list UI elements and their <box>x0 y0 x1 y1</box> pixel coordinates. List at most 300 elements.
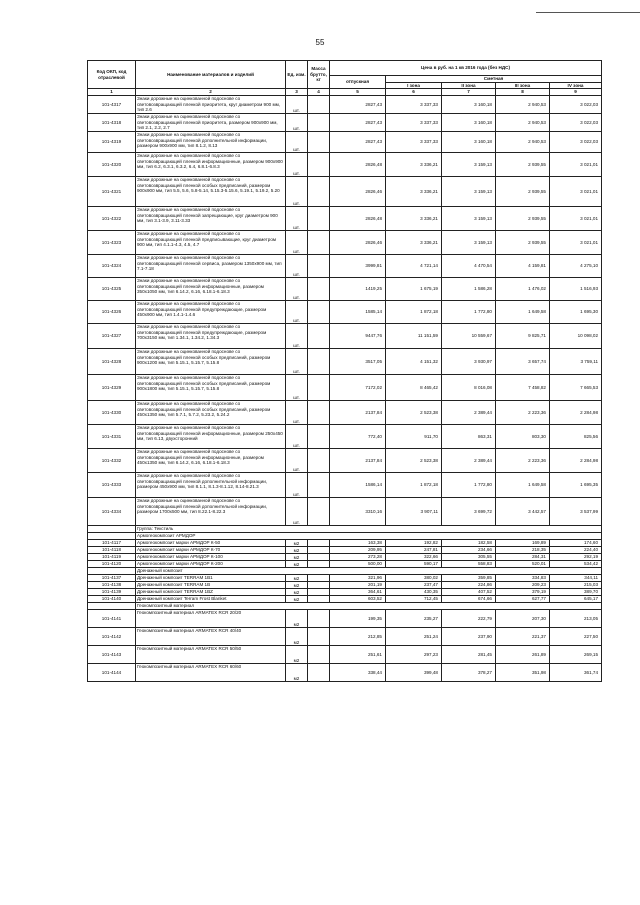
price-cell-p8: 2 939,55 <box>496 207 550 231</box>
table-row <box>88 96 602 114</box>
price-cell-p7: 3 699,72 <box>442 498 496 526</box>
header-code: Код ОКП, код отраслевой <box>88 61 136 89</box>
price-cell-p5: 2827,43 <box>330 96 386 114</box>
price-cell-p6: 3 337,33 <box>386 114 442 132</box>
column-number: 3 <box>286 89 308 96</box>
table-row <box>88 628 602 646</box>
table-row <box>88 575 602 582</box>
price-cell-p6: 712,45 <box>386 596 442 603</box>
price-cell-p9: 174,60 <box>550 540 602 547</box>
mass-cell <box>308 425 330 449</box>
name-cell: Знаки дорожные на оцинкованной подоснове со световозвращающей пленкой дополнительной информации, размером 1700х500 мм, тип 8.22.1-8.22.3 <box>136 498 286 526</box>
price-cell-p5: 603,52 <box>330 596 386 603</box>
code-cell: 101-4319 <box>88 132 136 153</box>
price-cell-p9: 2 284,98 <box>550 449 602 473</box>
price-cell-p7: 2 389,44 <box>442 401 496 425</box>
unit-cell: м2 <box>286 540 308 547</box>
price-cell-p5: 2827,43 <box>330 132 386 153</box>
name-cell: Знаки дорожные на оцинкованной подоснове со световозвращающей пленкой информационные, размером 250х450 мм, тип 6.13, двухсторонний <box>136 425 286 449</box>
price-cell-p5: 7172,02 <box>330 375 386 401</box>
subgroup-heading: Армогеокомпозит АРМДОР <box>136 533 602 540</box>
price-cell-p7: 674,66 <box>442 596 496 603</box>
column-number: 4 <box>308 89 330 96</box>
price-cell-p9: 1 695,35 <box>550 473 602 498</box>
price-cell-p6: 1 872,18 <box>386 473 442 498</box>
mass-cell <box>308 628 330 646</box>
mass-cell <box>308 596 330 603</box>
mass-cell <box>308 547 330 554</box>
price-cell-p6: 322,66 <box>386 554 442 561</box>
subgroup-heading: Дренажный композит <box>136 568 602 575</box>
price-cell-p6: 3 336,21 <box>386 207 442 231</box>
price-cell-p8: 379,19 <box>496 589 550 596</box>
price-cell-p7: 305,55 <box>442 554 496 561</box>
price-cell-p6: 911,70 <box>386 425 442 449</box>
unit-cell: шт. <box>286 498 308 526</box>
unit-cell: м2 <box>286 589 308 596</box>
table-row <box>88 177 602 207</box>
price-cell-p6: 4 151,32 <box>386 349 442 375</box>
price-cell-p8: 2 940,53 <box>496 114 550 132</box>
mass-cell <box>308 278 330 301</box>
unit-cell: шт. <box>286 349 308 375</box>
unit-cell: м2 <box>286 646 308 664</box>
price-cell-p6: 3 337,33 <box>386 96 442 114</box>
unit-cell: шт. <box>286 231 308 255</box>
price-cell-p7: 222,79 <box>442 610 496 628</box>
price-cell-p5: 3310,16 <box>330 498 386 526</box>
code-cell: 101-4140 <box>88 596 136 603</box>
table-row <box>88 401 602 425</box>
code-cell: 101-4333 <box>88 473 136 498</box>
column-numbers-row <box>88 89 602 96</box>
price-cell-p5: 338,44 <box>330 664 386 682</box>
price-cell-p6: 430,35 <box>386 589 442 596</box>
group-row <box>88 526 602 533</box>
top-rule <box>536 12 640 13</box>
unit-cell: м2 <box>286 610 308 628</box>
mass-cell <box>308 349 330 375</box>
code-cell: 101-4141 <box>88 610 136 628</box>
price-cell-p6: 1 872,18 <box>386 301 442 324</box>
price-cell-p5: 2826,48 <box>330 207 386 231</box>
header-unit: Ед. изм. <box>286 61 308 89</box>
price-cell-p9: 361,74 <box>550 664 602 682</box>
price-cell-p7: 3 159,13 <box>442 231 496 255</box>
price-cell-p7: 1 772,80 <box>442 301 496 324</box>
name-cell: Знаки дорожные на оцинкованной подоснове со световозвращающей пленкой сервиса, размером 1350х900 мм, тип 7.1-7.18 <box>136 255 286 278</box>
unit-cell: шт. <box>286 324 308 349</box>
unit-cell: м2 <box>286 575 308 582</box>
mass-cell <box>308 324 330 349</box>
table-row <box>88 540 602 547</box>
mass-cell <box>308 401 330 425</box>
name-cell: Геокомпозитный материал ARMATEX RCR 60/60 <box>136 664 286 682</box>
price-cell-p8: 9 825,71 <box>496 324 550 349</box>
column-number: 8 <box>496 89 550 96</box>
price-cell-p5: 2826,46 <box>330 177 386 207</box>
name-cell: Знаки дорожные на оцинкованной подоснове со световозвращающей пленкой приоритета, круг диаметром 900 мм, тип 2.6 <box>136 96 286 114</box>
price-cell-p9: 645,17 <box>550 596 602 603</box>
price-cell-p9: 269,15 <box>550 646 602 664</box>
header-name: Наименование материалов и изделий <box>136 61 286 89</box>
price-cell-p6: 251,24 <box>386 628 442 646</box>
price-cell-p7: 3 160,18 <box>442 132 496 153</box>
price-cell-p6: 11 151,59 <box>386 324 442 349</box>
empty-cell <box>88 568 136 575</box>
price-cell-p7: 3 160,18 <box>442 114 496 132</box>
unit-cell: шт. <box>286 96 308 114</box>
table-row <box>88 278 602 301</box>
mass-cell <box>308 575 330 582</box>
table-row <box>88 554 602 561</box>
code-cell: 101-4327 <box>88 324 136 349</box>
code-cell: 101-4143 <box>88 646 136 664</box>
price-cell-p5: 2137,84 <box>330 449 386 473</box>
price-cell-p8: 2 940,53 <box>496 132 550 153</box>
price-cell-p8: 207,30 <box>496 610 550 628</box>
name-cell: Дренажный композит Terram Frost Blanket <box>136 596 286 603</box>
header-price-caption: Цена в руб. на 1 кв 2016 года (без НДС) <box>330 61 602 76</box>
price-cell-p5: 500,00 <box>330 561 386 568</box>
code-cell: 101-4317 <box>88 96 136 114</box>
price-cell-p8: 3 657,74 <box>496 349 550 375</box>
empty-cell <box>88 533 136 540</box>
table-row <box>88 589 602 596</box>
price-cell-p9: 3 021,01 <box>550 207 602 231</box>
name-cell: Знаки дорожные на оцинкованной подоснове со световозвращающей пленкой запрещающие, круг диаметром 900 мм, тип 3.1-3.9, 3.11-3.33 <box>136 207 286 231</box>
price-cell-p7: 3 159,13 <box>442 207 496 231</box>
code-cell: 101-4329 <box>88 375 136 401</box>
unit-cell: шт. <box>286 425 308 449</box>
price-cell-p8: 1 649,58 <box>496 473 550 498</box>
price-cell-p9: 224,40 <box>550 547 602 554</box>
code-cell: 101-4322 <box>88 207 136 231</box>
price-cell-p8: 351,98 <box>496 664 550 682</box>
price-cell-p9: 292,19 <box>550 554 602 561</box>
name-cell: Знаки дорожные на оцинкованной подоснове со световозвращающей пленкой приоритета, размером 900х900 мм, тип 2.1, 2.2, 2.7 <box>136 114 286 132</box>
price-table <box>87 60 602 682</box>
table-row <box>88 664 602 682</box>
code-cell: 101-4117 <box>88 540 136 547</box>
unit-cell: шт. <box>286 449 308 473</box>
price-cell-p9: 3 021,01 <box>550 153 602 177</box>
name-cell: Знаки дорожные на оцинкованной подоснове со световозвращающей пленкой особых предписаний, размером 900х900 мм, тип 5.5, 5.6, 5.8-5.14, 5.15.3-5.15.6, 5.19.1, 5.19.2, 5.20 <box>136 177 286 207</box>
price-cell-p8: 2 939,55 <box>496 177 550 207</box>
code-cell: 101-4321 <box>88 177 136 207</box>
mass-cell <box>308 610 330 628</box>
name-cell: Геокомпозитный материал ARMATEX RCR 40/40 <box>136 628 286 646</box>
name-cell: Армогеокомпозит марки АРМДОР К-70 <box>136 547 286 554</box>
header-mass: Масса брутто, кг <box>308 61 330 89</box>
price-cell-p8: 2 223,36 <box>496 449 550 473</box>
header-zone2: II зона <box>442 82 496 89</box>
price-cell-p7: 558,83 <box>442 561 496 568</box>
mass-cell <box>308 473 330 498</box>
price-cell-p8: 218,35 <box>496 547 550 554</box>
mass-cell <box>308 449 330 473</box>
name-cell: Знаки дорожные на оцинкованной подоснове со световозвращающей пленкой информационные, размером 900х900 мм, тип 6.2, 6.3.1, 6.3.2, 6.4, 6.8.1-6.8.3 <box>136 153 286 177</box>
table-row <box>88 498 602 526</box>
name-cell: Знаки дорожные на оцинкованной подоснове со световозвращающей пленкой особых предписаний, размером 900х1200 мм, тип 5.15.1, 5.15.7, 5.15.8 <box>136 349 286 375</box>
mass-cell <box>308 177 330 207</box>
table-row <box>88 610 602 628</box>
table-row <box>88 596 602 603</box>
table-row <box>88 561 602 568</box>
unit-cell: шт. <box>286 375 308 401</box>
code-cell: 101-4323 <box>88 231 136 255</box>
mass-cell <box>308 207 330 231</box>
table-row <box>88 114 602 132</box>
unit-cell: шт. <box>286 278 308 301</box>
code-cell: 101-4118 <box>88 547 136 554</box>
mass-cell <box>308 498 330 526</box>
price-cell-p9: 10 098,02 <box>550 324 602 349</box>
column-number: 1 <box>88 89 136 96</box>
group-row <box>88 533 602 540</box>
name-cell: Дренажный композит TERRAM 1ВZ <box>136 589 286 596</box>
price-cell-p8: 520,01 <box>496 561 550 568</box>
table-row <box>88 301 602 324</box>
name-cell: Знаки дорожные на оцинкованной подоснове со световозвращающей пленкой особых предписаний, размером 900х1800 мм, тип 5.15.1, 5.15.7, 5.15.8 <box>136 375 286 401</box>
name-cell: Дренажный композит TERRAM 1В <box>136 582 286 589</box>
price-cell-p7: 863,31 <box>442 425 496 449</box>
mass-cell <box>308 231 330 255</box>
price-cell-p6: 247,81 <box>386 547 442 554</box>
code-cell: 101-4334 <box>88 498 136 526</box>
table-row <box>88 132 602 153</box>
price-cell-p5: 772,40 <box>330 425 386 449</box>
price-cell-p6: 192,82 <box>386 540 442 547</box>
price-cell-p9: 3 537,99 <box>550 498 602 526</box>
price-cell-p7: 378,27 <box>442 664 496 682</box>
price-cell-p8: 2 939,55 <box>496 231 550 255</box>
table-row <box>88 473 602 498</box>
code-cell: 101-4328 <box>88 349 136 375</box>
price-cell-p9: 2 284,98 <box>550 401 602 425</box>
price-cell-p5: 251,61 <box>330 646 386 664</box>
name-cell: Знаки дорожные на оцинкованной подоснове со световозвращающей пленкой дополнительной информации, размером 450х900 мм, тип 8.1.1, 8.1.3-8.1.12, 8.14-8.21.3 <box>136 473 286 498</box>
price-cell-p9: 215,03 <box>550 582 602 589</box>
price-cell-p8: 261,89 <box>496 646 550 664</box>
group-heading: Группа: Текстиль <box>136 526 602 533</box>
price-cell-p5: 2827,43 <box>330 114 386 132</box>
unit-cell: м2 <box>286 561 308 568</box>
code-cell: 101-4331 <box>88 425 136 449</box>
code-cell: 101-4142 <box>88 628 136 646</box>
code-cell: 101-4139 <box>88 589 136 596</box>
code-cell: 101-4144 <box>88 664 136 682</box>
price-cell-p8: 7 458,82 <box>496 375 550 401</box>
price-cell-p6: 4 721,14 <box>386 255 442 278</box>
price-cell-p9: 3 021,01 <box>550 177 602 207</box>
unit-cell: шт. <box>286 207 308 231</box>
header-zone1: I зона <box>386 82 442 89</box>
unit-cell: м2 <box>286 554 308 561</box>
mass-cell <box>308 540 330 547</box>
table-row <box>88 324 602 349</box>
price-cell-p5: 9447,76 <box>330 324 386 349</box>
name-cell: Геокомпозитный материал ARMATEX RCR 20/20 <box>136 610 286 628</box>
group-row <box>88 568 602 575</box>
price-cell-p6: 590,17 <box>386 561 442 568</box>
table-row <box>88 349 602 375</box>
price-cell-p6: 2 523,38 <box>386 449 442 473</box>
mass-cell <box>308 664 330 682</box>
unit-cell: шт. <box>286 301 308 324</box>
unit-cell: м2 <box>286 596 308 603</box>
price-cell-p5: 1419,25 <box>330 278 386 301</box>
unit-cell: шт. <box>286 177 308 207</box>
empty-cell <box>88 603 136 610</box>
code-cell: 101-4325 <box>88 278 136 301</box>
table-row <box>88 449 602 473</box>
price-cell-p6: 380,02 <box>386 575 442 582</box>
name-cell: Знаки дорожные на оцинкованной подоснове со световозвращающей пленкой информационные, размером 450х1350 мм, тип 6.14.2, 6.16, 6.18.1-6.18.3 <box>136 449 286 473</box>
unit-cell: шт. <box>286 114 308 132</box>
price-cell-p8: 3 442,57 <box>496 498 550 526</box>
price-cell-p9: 4 275,10 <box>550 255 602 278</box>
price-cell-p6: 3 907,11 <box>386 498 442 526</box>
price-cell-p8: 803,30 <box>496 425 550 449</box>
price-cell-p9: 3 022,03 <box>550 132 602 153</box>
group-row <box>88 603 602 610</box>
price-cell-p6: 297,23 <box>386 646 442 664</box>
code-cell: 101-4330 <box>88 401 136 425</box>
code-cell: 101-4138 <box>88 582 136 589</box>
name-cell: Знаки дорожные на оцинкованной подоснове со световозвращающей пленкой предупреждающие, размером 450х900 мм, тип 1.4.1-1.4.6 <box>136 301 286 324</box>
price-cell-p8: 627,77 <box>496 596 550 603</box>
price-cell-p7: 3 159,13 <box>442 153 496 177</box>
price-cell-p9: 3 021,01 <box>550 231 602 255</box>
price-cell-p8: 1 476,02 <box>496 278 550 301</box>
price-cell-p5: 364,61 <box>330 589 386 596</box>
price-cell-p9: 344,11 <box>550 575 602 582</box>
mass-cell <box>308 582 330 589</box>
price-cell-p7: 407,52 <box>442 589 496 596</box>
name-cell: Знаки дорожные на оцинкованной подоснове со световозвращающей пленкой предупреждающие, размером 700х3150 мм, тип 1.34.1, 1.34.2, 1.34.3 <box>136 324 286 349</box>
name-cell: Дренажный композит TERRAM 1В1 <box>136 575 286 582</box>
price-cell-p5: 199,35 <box>330 610 386 628</box>
unit-cell: шт. <box>286 255 308 278</box>
table-row <box>88 255 602 278</box>
price-cell-p5: 212,85 <box>330 628 386 646</box>
column-number: 5 <box>330 89 386 96</box>
price-cell-p8: 1 649,58 <box>496 301 550 324</box>
name-cell: Знаки дорожные на оцинкованной подоснове со световозвращающей пленкой информационные, размером 350х1050 мм, тип 6.14.2, 6.16, 6.18.1-6.18.3 <box>136 278 286 301</box>
mass-cell <box>308 375 330 401</box>
price-cell-p6: 237,47 <box>386 582 442 589</box>
name-cell: Геокомпозитный материал ARMATEX RCR 50/50 <box>136 646 286 664</box>
price-cell-p8: 2 939,55 <box>496 153 550 177</box>
mass-cell <box>308 96 330 114</box>
table-row <box>88 207 602 231</box>
subgroup-heading: Геокомпозитный материал <box>136 603 602 610</box>
price-cell-p5: 163,38 <box>330 540 386 547</box>
price-cell-p7: 10 559,67 <box>442 324 496 349</box>
column-number: 9 <box>550 89 602 96</box>
price-cell-p8: 284,31 <box>496 554 550 561</box>
price-cell-p5: 201,19 <box>330 582 386 589</box>
price-cell-p8: 334,83 <box>496 575 550 582</box>
code-cell: 101-4119 <box>88 554 136 561</box>
price-cell-p9: 3 759,11 <box>550 349 602 375</box>
price-cell-p6: 3 336,21 <box>386 153 442 177</box>
table-row <box>88 375 602 401</box>
name-cell: Армогеокомпозит марки АРМДОР К-200 <box>136 561 286 568</box>
unit-cell: м2 <box>286 628 308 646</box>
mass-cell <box>308 255 330 278</box>
table-row <box>88 231 602 255</box>
price-cell-p5: 3517,05 <box>330 349 386 375</box>
price-cell-p7: 2 389,44 <box>442 449 496 473</box>
header-zone3: III зона <box>496 82 550 89</box>
mass-cell <box>308 554 330 561</box>
price-cell-p9: 534,42 <box>550 561 602 568</box>
name-cell: Армогеокомпозит марки АРМДОР К-50 <box>136 540 286 547</box>
price-cell-p7: 3 930,97 <box>442 349 496 375</box>
name-cell: Армогеокомпозит марки АРМДОР К-100 <box>136 554 286 561</box>
price-cell-p7: 1 586,28 <box>442 278 496 301</box>
code-cell: 101-4137 <box>88 575 136 582</box>
unit-cell: м2 <box>286 582 308 589</box>
price-cell-p7: 237,90 <box>442 628 496 646</box>
price-cell-p5: 273,28 <box>330 554 386 561</box>
mass-cell <box>308 646 330 664</box>
price-cell-p6: 235,27 <box>386 610 442 628</box>
price-cell-p8: 209,23 <box>496 582 550 589</box>
price-cell-p5: 3999,81 <box>330 255 386 278</box>
price-cell-p9: 825,56 <box>550 425 602 449</box>
price-cell-p5: 1586,14 <box>330 473 386 498</box>
price-cell-p9: 1 516,93 <box>550 278 602 301</box>
mass-cell <box>308 132 330 153</box>
price-cell-p8: 169,89 <box>496 540 550 547</box>
price-cell-p5: 2826,48 <box>330 153 386 177</box>
mass-cell <box>308 114 330 132</box>
code-cell: 101-4332 <box>88 449 136 473</box>
price-cell-p6: 3 336,21 <box>386 231 442 255</box>
header-estimate: Сметная <box>386 76 602 83</box>
price-cell-p9: 213,05 <box>550 610 602 628</box>
price-cell-p7: 224,86 <box>442 582 496 589</box>
column-number: 2 <box>136 89 286 96</box>
code-cell: 101-4320 <box>88 153 136 177</box>
code-cell: 101-4326 <box>88 301 136 324</box>
table-row <box>88 425 602 449</box>
name-cell: Знаки дорожные на оцинкованной подоснове со световозвращающей пленкой особых предписаний, размером 450х1350 мм, тип 5.7.1, 5.7.2, 5.23.2, 5.24.2 <box>136 401 286 425</box>
price-cell-p7: 359,85 <box>442 575 496 582</box>
code-cell: 101-4318 <box>88 114 136 132</box>
price-cell-p7: 234,66 <box>442 547 496 554</box>
price-cell-p9: 389,70 <box>550 589 602 596</box>
mass-cell <box>308 561 330 568</box>
price-cell-p7: 281,45 <box>442 646 496 664</box>
code-cell: 101-4120 <box>88 561 136 568</box>
name-cell: Знаки дорожные на оцинкованной подоснове со световозвращающей пленкой дополнительной информации, размером 900х900 мм, тип 8.1.2, 8.13 <box>136 132 286 153</box>
price-cell-p6: 8 465,42 <box>386 375 442 401</box>
price-cell-p5: 1585,14 <box>330 301 386 324</box>
price-cell-p8: 221,37 <box>496 628 550 646</box>
price-cell-p6: 399,48 <box>386 664 442 682</box>
price-cell-p9: 3 022,03 <box>550 96 602 114</box>
page-number: 55 <box>315 38 325 47</box>
price-cell-p5: 209,95 <box>330 547 386 554</box>
table-row <box>88 582 602 589</box>
mass-cell <box>308 589 330 596</box>
mass-cell <box>308 301 330 324</box>
price-cell-p7: 8 016,08 <box>442 375 496 401</box>
